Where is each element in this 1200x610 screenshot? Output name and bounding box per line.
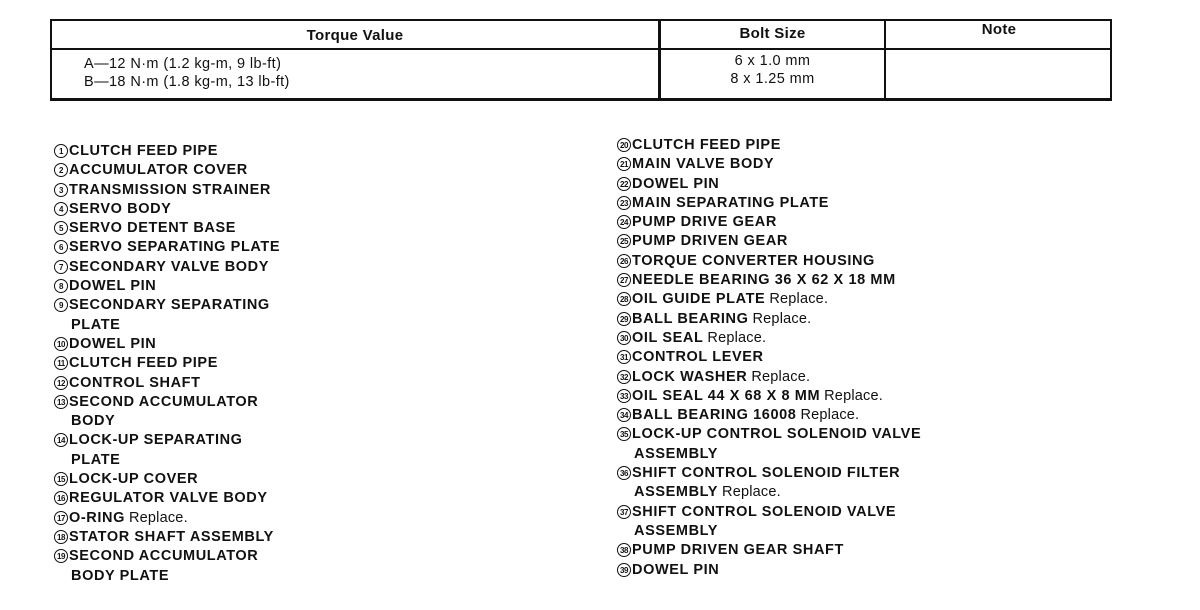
torque-values [84, 55, 290, 91]
part-item [54, 470, 280, 489]
part-name: LOCK WASHER [632, 368, 748, 385]
part-item [617, 329, 921, 348]
part-item [617, 213, 921, 232]
header-bolt-size: Bolt Size [739, 25, 806, 42]
part-name: NEEDLE BEARING 36 X 62 X 18 MM [632, 272, 896, 289]
part-number-badge: 37 [617, 505, 631, 519]
part-number-badge: 34 [617, 408, 631, 422]
part-number-badge: 27 [617, 273, 631, 287]
part-item [54, 335, 280, 354]
part-name: ASSEMBLY [634, 445, 719, 462]
part-name: PLATE [71, 316, 121, 333]
part-item [54, 161, 280, 180]
part-item [54, 451, 280, 470]
bolt-sizes [661, 52, 884, 88]
part-name: SECONDARY SEPARATING [69, 297, 270, 314]
part-name: BODY [71, 413, 116, 430]
part-name: CLUTCH FEED PIPE [632, 137, 781, 153]
part-number-badge: 23 [617, 196, 631, 210]
part-item [54, 200, 280, 219]
part-item [617, 368, 921, 387]
part-number-badge: 30 [617, 331, 631, 345]
part-name: SECOND ACCUMULATOR [69, 393, 259, 410]
part-number-badge: 6 [54, 240, 68, 254]
part-number-badge: 13 [54, 395, 68, 409]
part-name: PUMP DRIVE GEAR [632, 214, 777, 231]
part-number-badge: 11 [54, 356, 68, 370]
part-number-badge: 4 [54, 202, 68, 216]
part-item [617, 175, 921, 194]
part-note: Replace. [751, 368, 811, 385]
header-note: Note [981, 21, 1017, 38]
part-number-badge: 36 [617, 466, 631, 480]
part-item [54, 431, 280, 450]
part-name: DOWEL PIN [632, 561, 720, 578]
part-name: ASSEMBLY [634, 484, 719, 501]
part-name: SERVO BODY [69, 200, 172, 217]
part-number-badge: 17 [54, 511, 68, 525]
part-number-badge: 14 [54, 433, 68, 447]
part-name: CONTROL SHAFT [69, 374, 201, 391]
part-name: TRANSMISSION STRAINER [69, 181, 271, 198]
part-item [54, 258, 280, 277]
part-number-badge: 9 [54, 298, 68, 312]
part-name: OIL SEAL [632, 329, 704, 346]
part-item [54, 528, 280, 547]
part-item [54, 181, 280, 200]
part-number-badge: 24 [617, 215, 631, 229]
part-number-badge: 35 [617, 427, 631, 441]
part-number-badge: 26 [617, 254, 631, 268]
part-name: BODY PLATE [71, 567, 170, 584]
part-item [617, 445, 921, 464]
torque-value-b: B—18 N·m (1.8 kg-m, 13 lb-ft) [84, 74, 290, 90]
part-name: PLATE [71, 451, 121, 468]
header-divider [52, 48, 1110, 50]
part-item [617, 522, 921, 541]
bolt-size-a: 6 x 1.0 mm [734, 53, 811, 69]
part-number-badge: 28 [617, 292, 631, 306]
part-number-badge: 38 [617, 543, 631, 557]
part-item [617, 290, 921, 309]
part-number-badge: 2 [54, 163, 68, 177]
part-item [54, 509, 280, 528]
part-item [54, 567, 280, 586]
part-name: PUMP DRIVEN GEAR [632, 233, 788, 250]
part-item [617, 271, 921, 290]
part-note: Replace. [752, 310, 812, 327]
part-item [54, 354, 280, 373]
part-name: REGULATOR VALVE BODY [69, 490, 268, 507]
part-item [54, 374, 280, 393]
part-name: O-RING [69, 509, 125, 526]
part-name: CLUTCH FEED PIPE [69, 355, 218, 372]
header-torque-value: Torque Value [306, 27, 404, 44]
part-number-badge: 39 [617, 563, 631, 577]
part-number-badge: 22 [617, 177, 631, 191]
part-name: MAIN SEPARATING PLATE [632, 194, 830, 211]
part-number-badge: 12 [54, 376, 68, 390]
part-name: DOWEL PIN [632, 175, 720, 192]
torque-table [50, 19, 1112, 101]
part-number-badge: 18 [54, 530, 68, 544]
part-item [54, 412, 280, 431]
part-name: MAIN VALVE BODY [632, 156, 775, 173]
part-number-badge: 33 [617, 389, 631, 403]
part-item [617, 252, 921, 271]
part-name: LOCK-UP CONTROL SOLENOID VALVE [632, 426, 922, 443]
part-item [54, 316, 280, 335]
part-number-badge: 19 [54, 549, 68, 563]
part-item [617, 194, 921, 213]
part-item [617, 155, 921, 174]
part-number-badge: 10 [54, 337, 68, 351]
torque-value-a: A—12 N·m (1.2 kg-m, 9 lb-ft) [84, 56, 282, 72]
part-item [617, 464, 921, 483]
part-number-badge: 1 [54, 144, 68, 158]
part-number-badge: 16 [54, 491, 68, 505]
part-item [617, 387, 921, 406]
part-item [54, 393, 280, 412]
part-name: SHIFT CONTROL SOLENOID VALVE [632, 503, 897, 520]
part-name: LOCK-UP SEPARATING [69, 432, 243, 449]
part-name: CONTROL LEVER [632, 349, 764, 366]
parts-list-right [617, 136, 921, 580]
part-item [54, 296, 280, 315]
part-item [617, 503, 921, 522]
part-number-badge: 32 [617, 370, 631, 384]
part-item [54, 219, 280, 238]
part-name: PUMP DRIVEN GEAR SHAFT [632, 542, 844, 559]
part-number-badge: 21 [617, 157, 631, 171]
part-item [617, 136, 921, 155]
part-number-badge: 15 [54, 472, 68, 486]
part-number-badge: 29 [617, 312, 631, 326]
part-name: DOWEL PIN [69, 278, 157, 295]
part-name: TORQUE CONVERTER HOUSING [632, 252, 875, 269]
part-name: OIL GUIDE PLATE [632, 291, 766, 308]
bolt-size-b: 8 x 1.25 mm [730, 71, 815, 87]
part-item [617, 561, 921, 580]
part-note: Replace. [128, 509, 188, 526]
part-number-badge: 8 [54, 279, 68, 293]
part-name: CLUTCH FEED PIPE [69, 143, 218, 159]
part-name: LOCK-UP COVER [69, 471, 199, 488]
part-item [54, 547, 280, 566]
part-name: BALL BEARING [632, 310, 749, 327]
part-note: Replace. [769, 291, 829, 308]
part-item [617, 425, 921, 444]
part-name: SERVO SEPARATING PLATE [69, 239, 281, 256]
part-item [617, 348, 921, 367]
part-number-badge: 3 [54, 183, 68, 197]
part-name: STATOR SHAFT ASSEMBLY [69, 528, 274, 545]
parts-list-left [54, 142, 280, 586]
part-name: SERVO DETENT BASE [69, 220, 237, 237]
part-number-badge: 31 [617, 350, 631, 364]
part-note: Replace. [707, 329, 767, 346]
part-note: Replace. [722, 484, 781, 501]
part-item [54, 277, 280, 296]
part-note: Replace. [824, 387, 883, 404]
part-item [617, 541, 921, 560]
part-item [617, 232, 921, 251]
part-item [54, 142, 280, 161]
part-item [617, 483, 921, 502]
part-name: ASSEMBLY [634, 522, 719, 539]
part-name: SECONDARY VALVE BODY [69, 258, 269, 275]
part-note: Replace. [800, 407, 860, 424]
part-number-badge: 25 [617, 234, 631, 248]
part-name: DOWEL PIN [69, 335, 157, 352]
part-number-badge: 20 [617, 138, 631, 152]
part-item [54, 489, 280, 508]
part-item [617, 406, 921, 425]
part-name: ACCUMULATOR COVER [69, 162, 248, 179]
part-name: SECOND ACCUMULATOR [69, 548, 259, 565]
part-name: BALL BEARING 16008 [632, 407, 797, 424]
part-number-badge: 7 [54, 260, 68, 274]
part-item [54, 238, 280, 257]
part-number-badge: 5 [54, 221, 68, 235]
part-name: OIL SEAL 44 X 68 X 8 MM [632, 387, 821, 404]
part-name: SHIFT CONTROL SOLENOID FILTER [632, 465, 901, 482]
part-item [617, 310, 921, 329]
